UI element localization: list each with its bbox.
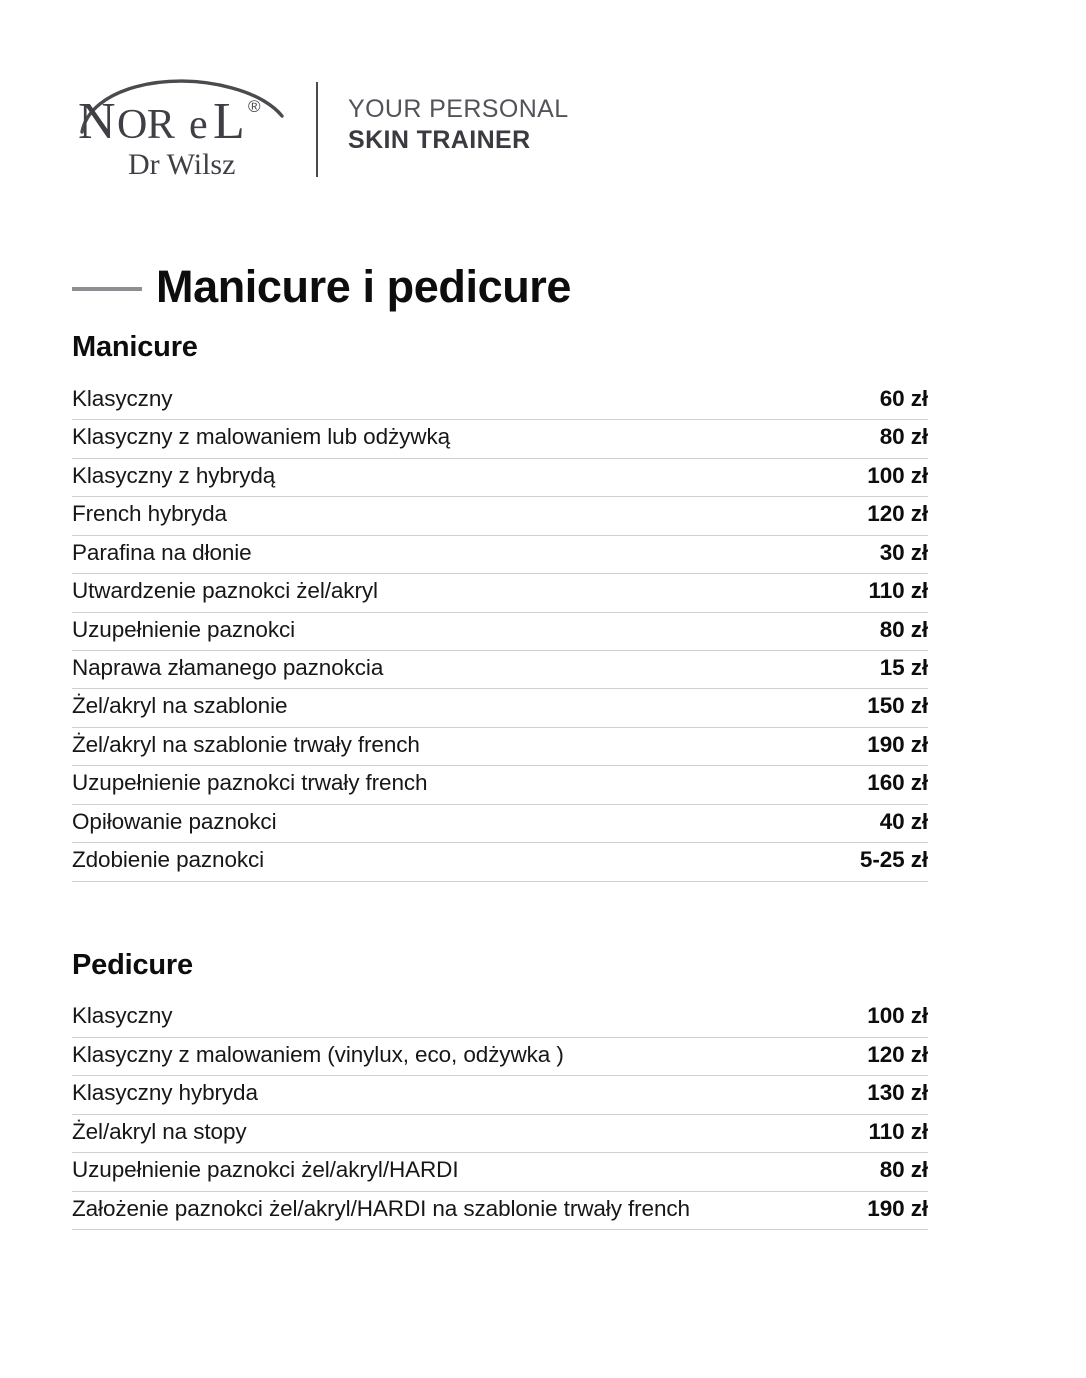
svg-text:®: ® — [248, 97, 261, 116]
section-manicure — [72, 332, 928, 882]
service-price: 80 zł — [879, 616, 928, 642]
section-title-pedicure: Pedicure — [72, 948, 193, 981]
table-row — [72, 728, 928, 766]
table-row — [72, 689, 928, 727]
service-price: 100 zł — [867, 462, 928, 488]
page-title-row — [72, 234, 932, 339]
service-name: Żel/akryl na stopy — [72, 1118, 247, 1144]
brand-tagline — [348, 94, 569, 162]
section-title-manicure: Manicure — [72, 331, 198, 363]
page-title: Manicure i pedicure — [156, 261, 572, 313]
norel-logo-svg — [72, 72, 298, 184]
service-name: Klasyczny hybryda — [72, 1080, 258, 1106]
service-name: Parafina na dłonie — [72, 539, 252, 565]
service-name: Założenie paznokci żel/akryl/HARDI na szablonie trwały french — [72, 1195, 690, 1221]
table-row — [72, 999, 928, 1037]
section-pedicure — [72, 950, 928, 1231]
service-name: Żel/akryl na szablonie — [72, 693, 288, 719]
service-name: Opiłowanie paznokci — [72, 808, 277, 834]
table-row — [72, 766, 928, 804]
service-name: Klasyczny z hybrydą — [72, 462, 276, 488]
tagline-line-1: YOUR PERSONAL — [348, 95, 569, 123]
price-list-manicure — [72, 382, 928, 882]
service-name: Klasyczny — [72, 1003, 173, 1029]
service-name: Uzupełnienie paznokci — [72, 616, 296, 642]
norel-logo — [72, 72, 298, 184]
svg-text:e: e — [189, 102, 208, 148]
service-price: 160 zł — [867, 770, 928, 796]
brand-divider — [316, 82, 318, 177]
service-price: 120 zł — [867, 1041, 928, 1067]
service-price: 110 zł — [868, 578, 928, 604]
table-row — [72, 536, 928, 574]
table-row — [72, 613, 928, 651]
service-price: 110 zł — [868, 1118, 928, 1144]
brand-header — [72, 72, 569, 184]
service-name: Żel/akryl na szablonie trwały french — [72, 731, 420, 757]
table-row — [72, 1038, 928, 1076]
table-row — [72, 1192, 928, 1230]
svg-text:N: N — [78, 93, 115, 150]
service-name: Klasyczny — [72, 385, 173, 411]
service-price: 80 zł — [879, 424, 928, 450]
service-price: 190 zł — [867, 1195, 928, 1221]
table-row — [72, 651, 928, 689]
service-name: Zdobienie paznokci — [72, 847, 265, 873]
service-price: 30 zł — [879, 539, 928, 565]
service-price: 130 zł — [867, 1080, 928, 1106]
table-row — [72, 382, 928, 420]
service-price: 5-25 zł — [859, 847, 928, 873]
table-row — [72, 1153, 928, 1191]
tagline-line-2: SKIN TRAINER — [348, 126, 531, 154]
service-name: Utwardzenie paznokci żel/akryl — [72, 578, 378, 604]
service-price: 80 zł — [879, 1157, 928, 1183]
service-price: 15 zł — [879, 654, 928, 680]
table-row — [72, 497, 928, 535]
service-price: 190 zł — [867, 731, 928, 757]
table-row — [72, 420, 928, 458]
service-name: Klasyczny z malowaniem (vinylux, eco, odżywka ) — [72, 1041, 564, 1067]
svg-text:OR: OR — [117, 102, 175, 148]
price-list-pedicure — [72, 999, 928, 1230]
service-name: Naprawa złamanego paznokcia — [72, 654, 384, 680]
svg-text:Dr Wilsz: Dr Wilsz — [128, 148, 236, 181]
table-row — [72, 574, 928, 612]
price-sections — [72, 332, 928, 1230]
table-row — [72, 459, 928, 497]
svg-text:L: L — [213, 93, 245, 150]
service-price: 150 zł — [867, 693, 928, 719]
service-name: Uzupełnienie paznokci trwały french — [72, 770, 428, 796]
service-name: Klasyczny z malowaniem lub odżywką — [72, 424, 451, 450]
service-price: 120 zł — [867, 501, 928, 527]
title-dash-rule — [72, 287, 142, 291]
table-row — [72, 843, 928, 881]
service-price: 40 zł — [879, 808, 928, 834]
service-name: Uzupełnienie paznokci żel/akryl/HARDI — [72, 1157, 459, 1183]
table-row — [72, 805, 928, 843]
table-row — [72, 1076, 928, 1114]
service-name: French hybryda — [72, 501, 227, 527]
service-price: 60 zł — [879, 385, 928, 411]
service-price: 100 zł — [867, 1003, 928, 1029]
table-row — [72, 1115, 928, 1153]
